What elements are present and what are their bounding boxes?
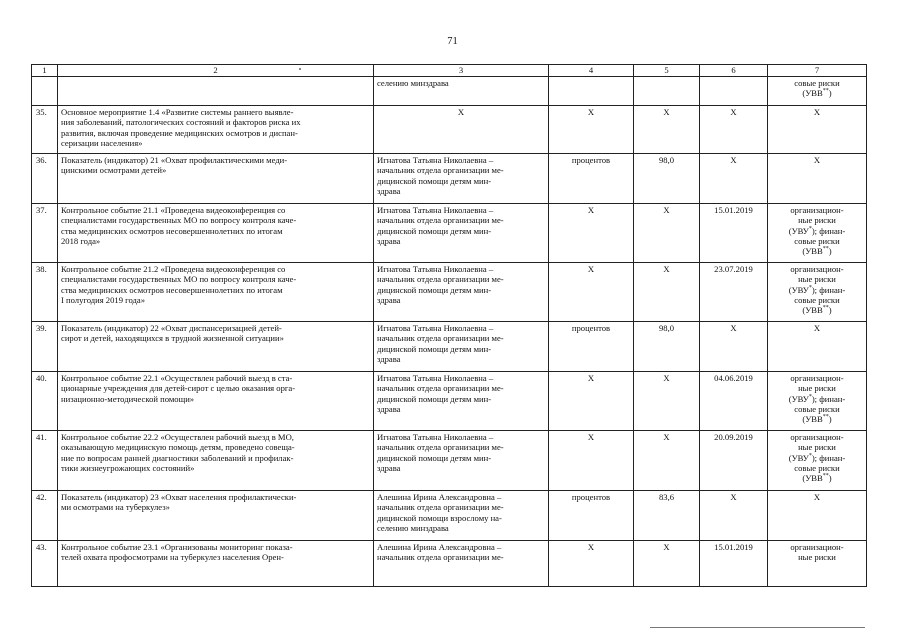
cell-date: X	[700, 322, 768, 372]
text-line: здрава	[377, 403, 401, 414]
cell-unit: X	[549, 263, 634, 322]
cell-responsible: селению минздрава	[374, 77, 549, 106]
cell-value: 98,0	[634, 322, 700, 372]
plan-table	[31, 64, 867, 587]
cell-date: 15.01.2019	[700, 204, 768, 263]
text-line: тики жизнеугрожающих состояний»	[61, 462, 195, 473]
cell-unit: процентов	[549, 154, 634, 204]
continuation-row	[32, 77, 867, 106]
risk-line: (УВВ**)	[802, 305, 832, 316]
cell-date: 04.06.2019	[700, 372, 768, 431]
risk-line: ные риски	[798, 383, 836, 394]
cell-responsible	[374, 541, 549, 587]
header-cell: 5	[634, 65, 700, 77]
risk-line: организацион-	[790, 542, 844, 552]
header-cell: 2	[58, 65, 374, 77]
text-line: развития, включая проведение медицинских осмотров и диспан-	[61, 127, 298, 138]
cell-value: X	[634, 204, 700, 263]
cell-value: X	[634, 263, 700, 322]
cell-unit: X	[549, 204, 634, 263]
table-row	[32, 322, 867, 372]
cell-date: 20.09.2019	[700, 431, 768, 491]
cell-responsible	[374, 154, 549, 204]
text-line: дицинской помощи взрослому на-	[377, 512, 502, 523]
cell-description	[58, 372, 374, 431]
cell-description	[58, 204, 374, 263]
text-line: Игнатова Татьяна Николаевна –	[377, 373, 494, 383]
text-line: начальник отдела организации ме-	[377, 552, 504, 563]
superscript: *	[808, 225, 812, 232]
cell-unit: X	[549, 106, 634, 154]
text-line: цинскими осмотрами детей»	[61, 165, 167, 176]
cell-risk	[768, 154, 867, 204]
text-line: здрава	[377, 235, 401, 246]
cell-responsible	[374, 204, 549, 263]
cell-risk	[768, 541, 867, 587]
risk-line: совые риски	[794, 462, 840, 473]
header-cell: 3	[374, 65, 549, 77]
cell-num: 43.	[32, 541, 58, 587]
text-line: Игнатова Татьяна Николаевна –	[377, 155, 494, 165]
risk-line: организацион-	[790, 373, 844, 383]
risk-line: ные риски	[798, 215, 836, 226]
text-line: Контрольное событие 21.2 «Проведена видеоконференция со	[61, 264, 286, 274]
text-line: селению минздрава	[377, 522, 449, 533]
header-cell: 1	[32, 65, 58, 77]
text-line: специалистами государственных МО по вопросу контроля каче-	[61, 274, 297, 285]
text-line: Алешина Ирина Александровна –	[377, 542, 502, 552]
text-line: дицинской помощи детям мин-	[377, 225, 492, 236]
text-line: ми осмотрами на туберкулез»	[61, 502, 170, 513]
table-row	[32, 431, 867, 491]
cell-date: X	[700, 491, 768, 541]
text-line: оказывающую медицинскую помощь детям, проведено совеща-	[61, 442, 295, 453]
table-row	[32, 541, 867, 587]
table-row	[32, 372, 867, 431]
cell-value: X	[634, 372, 700, 431]
cell-num: 40.	[32, 372, 58, 431]
text-line: Контрольное событие 22.2 «Осуществлен рабочий выезд в МО,	[61, 432, 294, 442]
cell-risk	[768, 431, 867, 491]
cell-value: X	[634, 431, 700, 491]
cell-risk	[768, 491, 867, 541]
cell-value: X	[634, 541, 700, 587]
cell-date	[700, 77, 768, 106]
risk-line: (УВВ**)	[802, 473, 832, 484]
text-line: начальник отдела организации ме-	[377, 333, 504, 344]
cell-description	[58, 106, 374, 154]
text-line: дицинской помощи детям мин-	[377, 393, 492, 404]
risk-line: X	[813, 155, 821, 165]
risk-line: X	[813, 492, 821, 502]
risk-line: X	[813, 323, 821, 333]
cell-responsible	[374, 263, 549, 322]
cell-num	[32, 77, 58, 106]
superscript: **	[822, 246, 829, 253]
risk-line: (УВВ**)	[802, 88, 832, 99]
cell-responsible	[374, 431, 549, 491]
cell-num: 36.	[32, 154, 58, 204]
cell-risk	[768, 204, 867, 263]
text-line: X	[457, 107, 465, 117]
cell-description	[58, 491, 374, 541]
cell-unit: X	[549, 431, 634, 491]
cell-value: X	[634, 106, 700, 154]
header-cell: 6	[700, 65, 768, 77]
text-line: здрава	[377, 185, 401, 196]
text-line: сирот и детей, находящихся в трудной жизненной ситуации»	[61, 333, 284, 344]
header-row	[32, 65, 867, 77]
cell-responsible	[374, 372, 549, 431]
text-line: ния заболеваний, патологических состояний и факторов риска их	[61, 117, 301, 128]
cell-responsible	[374, 491, 549, 541]
text-line: дицинской помощи детям мин-	[377, 175, 492, 186]
text-line: дицинской помощи детям мин-	[377, 343, 492, 354]
text-line: Игнатова Татьяна Николаевна –	[377, 264, 494, 274]
text-line: Контрольное событие 22.1 «Осуществлен рабочий выезд в ста-	[61, 373, 293, 383]
text-line: начальник отдела организации ме-	[377, 442, 504, 453]
risk-line: организацион-	[790, 264, 844, 274]
page-number: 71	[447, 36, 458, 47]
risk-line: ные риски	[798, 274, 836, 285]
text-line: ционарные учреждения для детей-сирот с целью оказания орга-	[61, 383, 296, 394]
cell-num: 42.	[32, 491, 58, 541]
text-line: Показатель (индикатор) 22 «Охват диспансеризацией детей-	[61, 323, 282, 333]
cell-date: X	[700, 154, 768, 204]
cell-unit: процентов	[549, 322, 634, 372]
cell-risk	[768, 77, 867, 106]
cell-responsible	[374, 106, 549, 154]
cell-unit	[549, 77, 634, 106]
text-line: Игнатова Татьяна Николаевна –	[377, 432, 494, 442]
cell-date: X	[700, 106, 768, 154]
text-line: начальник отдела организации ме-	[377, 165, 504, 176]
superscript: *	[808, 284, 812, 291]
table-row	[32, 204, 867, 263]
cell-value: 98,0	[634, 154, 700, 204]
cell-description	[58, 77, 374, 106]
text-line: Алешина Ирина Александровна –	[377, 492, 502, 502]
risk-line: ные риски	[798, 552, 836, 563]
risk-line: организацион-	[790, 432, 844, 442]
cell-unit: X	[549, 372, 634, 431]
cell-risk	[768, 322, 867, 372]
cell-num: 35.	[32, 106, 58, 154]
table-row	[32, 106, 867, 154]
text-line: Показатель (индикатор) 23 «Охват населения профилактически-	[61, 492, 297, 502]
risk-line: (УВУ*); финан-	[788, 284, 846, 295]
text-line: Игнатова Татьяна Николаевна –	[377, 323, 494, 333]
text-line: ние по вопросам ранней диагностики заболеваний и профилак-	[61, 452, 294, 463]
risk-line: ные риски	[798, 442, 836, 453]
cell-risk	[768, 372, 867, 431]
cell-value	[634, 77, 700, 106]
text-line: Контрольное событие 23.1 «Организованы мониторинг показа-	[61, 542, 293, 552]
superscript: *	[808, 393, 812, 400]
text-line: телей охвата профосмотрами на туберкулез населения Орен-	[61, 552, 284, 563]
text-line: здрава	[377, 294, 401, 305]
text-line: Игнатова Татьяна Николаевна –	[377, 205, 494, 215]
header-cell: 7	[768, 65, 867, 77]
text-line: начальник отдела организации ме-	[377, 215, 504, 226]
cell-description	[58, 154, 374, 204]
cell-num: 37.	[32, 204, 58, 263]
cell-date: 15.01.2019	[700, 541, 768, 587]
text-line: низационно-методической помощи»	[61, 393, 195, 404]
cell-value: 83,6	[634, 491, 700, 541]
risk-line: совые риски	[794, 78, 840, 88]
cell-num: 38.	[32, 263, 58, 322]
cell-num: 41.	[32, 431, 58, 491]
cell-date: 23.07.2019	[700, 263, 768, 322]
table-row	[32, 491, 867, 541]
cell-responsible	[374, 322, 549, 372]
text-line: 2018 года»	[61, 235, 101, 246]
table-row	[32, 263, 867, 322]
text-line: здрава	[377, 353, 401, 364]
cell-num: 39.	[32, 322, 58, 372]
header-cell: 4	[549, 65, 634, 77]
risk-line: организацион-	[790, 205, 844, 215]
risk-line: (УВУ*); финан-	[788, 225, 846, 236]
cell-unit: процентов	[549, 491, 634, 541]
text-line: Основное мероприятие 1.4 «Развитие системы раннего выявле-	[61, 107, 294, 117]
superscript: **	[822, 414, 829, 421]
risk-line: совые риски	[794, 403, 840, 414]
cell-description	[58, 322, 374, 372]
text-line: дицинской помощи детям мин-	[377, 452, 492, 463]
risk-line: (УВУ*); финан-	[788, 452, 846, 463]
footer-rule	[650, 627, 865, 628]
cell-unit: X	[549, 541, 634, 587]
cell-risk	[768, 263, 867, 322]
risk-line: (УВВ**)	[802, 246, 832, 257]
superscript: **	[822, 305, 829, 312]
cell-risk	[768, 106, 867, 154]
risk-line: совые риски	[794, 235, 840, 246]
text-line: специалистами государственных МО по вопросу контроля каче-	[61, 215, 297, 226]
text-line: Показатель (индикатор) 21 «Охват профилактическими меди-	[61, 155, 288, 165]
text-line: начальник отдела организации ме-	[377, 502, 504, 513]
superscript: **	[822, 473, 829, 480]
text-line: ства медицинских осмотров несовершеннолетних по итогам	[61, 225, 283, 236]
text-line: дицинской помощи детям мин-	[377, 284, 492, 295]
text-line: Контрольное событие 21.1 «Проведена видеоконференция со	[61, 205, 286, 215]
risk-line: (УВУ*); финан-	[788, 393, 846, 404]
text-line: здрава	[377, 462, 401, 473]
cell-description	[58, 431, 374, 491]
superscript: *	[808, 452, 812, 459]
text-line: ства медицинских осмотров несовершеннолетних по итогам	[61, 284, 283, 295]
text-line: начальник отдела организации ме-	[377, 274, 504, 285]
text-line: серизации населения»	[61, 137, 143, 148]
cell-description	[58, 263, 374, 322]
risk-line: совые риски	[794, 294, 840, 305]
text-line: I полугодия 2019 года»	[61, 294, 145, 305]
cell-description	[58, 541, 374, 587]
text-line: начальник отдела организации ме-	[377, 383, 504, 394]
table-row	[32, 154, 867, 204]
risk-line: (УВВ**)	[802, 414, 832, 425]
risk-line: X	[813, 107, 821, 117]
